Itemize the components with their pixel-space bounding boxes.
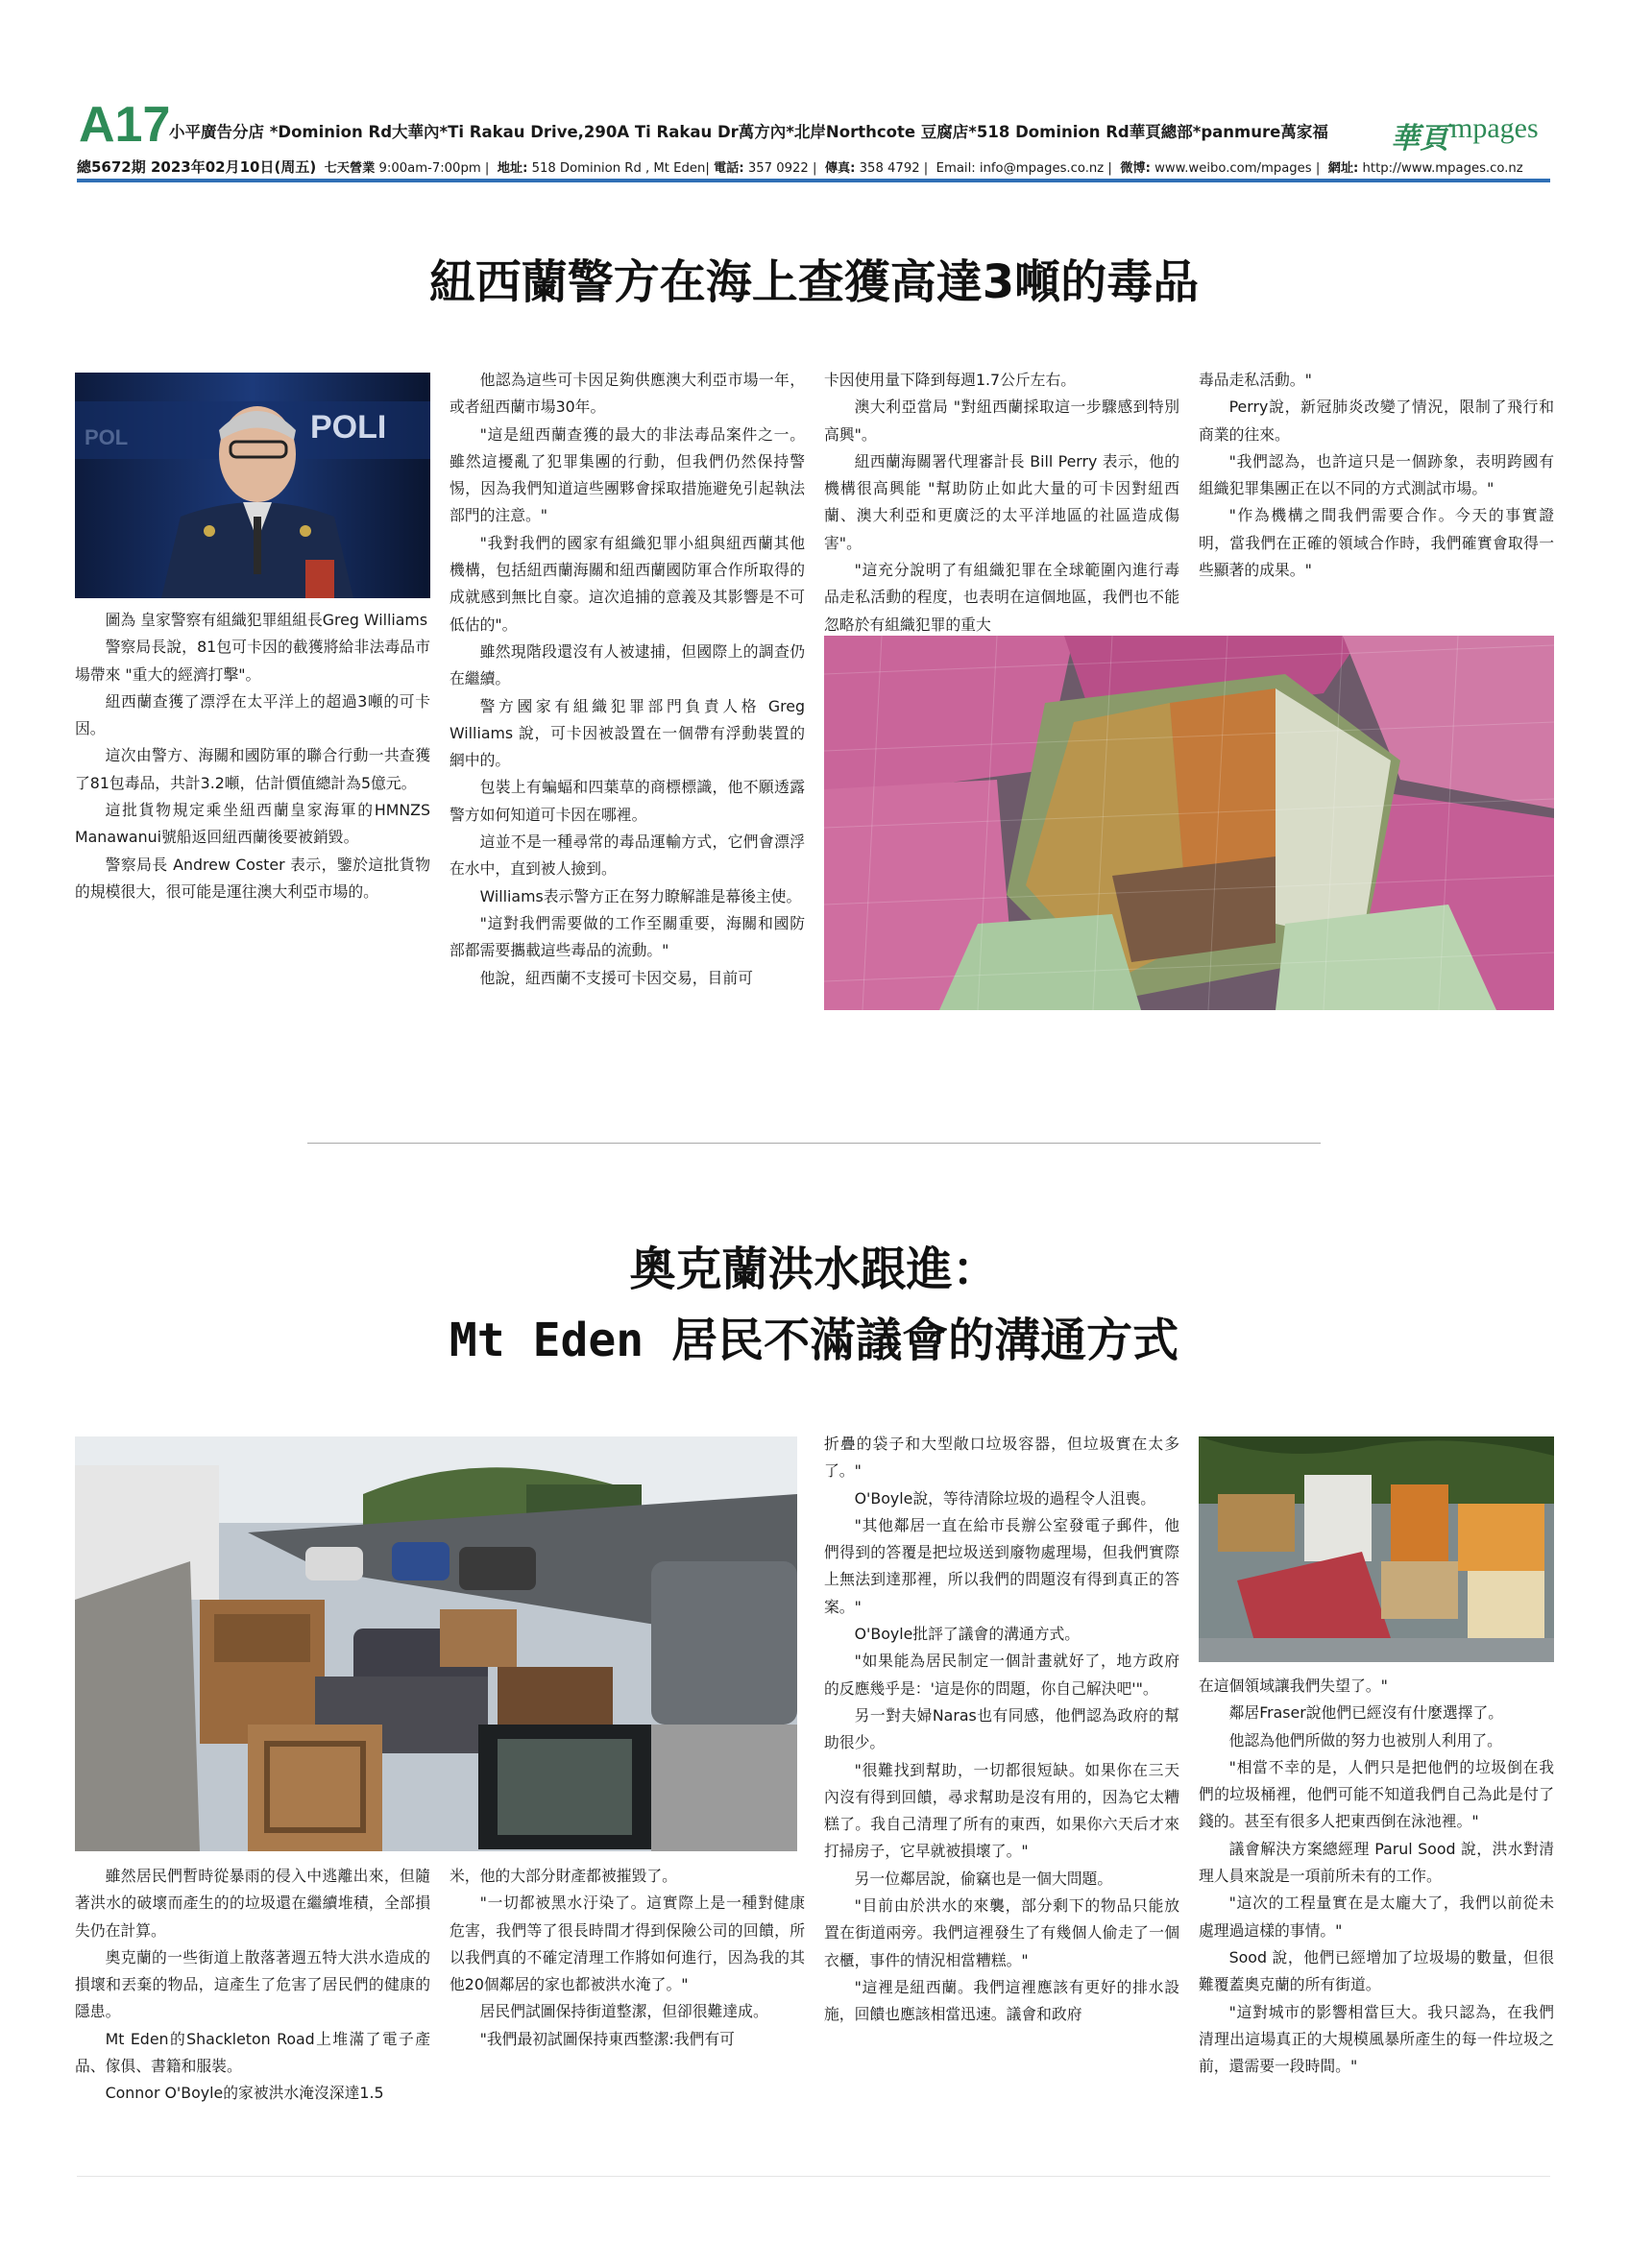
article1-col3 bbox=[824, 367, 1179, 639]
paragraph: 他說，紐西蘭不支援可卡因交易，目前可 bbox=[479, 968, 753, 987]
paragraph: "其他鄰居一直在給市長辦公室發電子郵件，他們得到的答覆是把垃圾送到廢物處理場，但我們實際上無法到達那裡，所以我們的問題沒有得到真正的答案。" bbox=[824, 1515, 1179, 1616]
paragraph: "我們認為，也許這只是一個跡象，表明跨國有組織犯罪集團正在以不同的方式測試市場。" bbox=[1199, 451, 1554, 498]
website: http://www.mpages.co.nz bbox=[1362, 161, 1523, 176]
paragraph: "作為機構之間我們需要合作。今天的事實證明，當我們在正確的領域合作時，我們確實會取得一些顯著的成果。" bbox=[1199, 506, 1554, 580]
paragraph: 警察局長說，81包可卡因的截獲將給非法毒品市場帶來 "重大的經濟打擊"。 bbox=[75, 638, 430, 684]
paragraph: "我對我們的國家有組織犯罪小組與紐西蘭其他機構，包括紐西蘭海關和紐西蘭國防軍合作所取得的成就感到無比自豪。這次追捕的意義及其影響是不可低估的"。 bbox=[450, 533, 805, 634]
article1-headline: 紐西蘭警方在海上查獲高達3噸的毒品 bbox=[428, 255, 1200, 309]
article1-col2 bbox=[450, 367, 805, 992]
hours: 9:00am-7:00pm bbox=[378, 161, 481, 176]
article1-col4 bbox=[1199, 367, 1554, 584]
paragraph: 澳大利亞當局 "對紐西蘭採取這一步驟感到特別高興"。 bbox=[824, 398, 1179, 444]
phone: 357 0922 bbox=[747, 161, 809, 176]
article2-col1 bbox=[75, 1863, 430, 2108]
weibo-label: 微博: bbox=[1120, 161, 1151, 176]
article2-col4 bbox=[1199, 1673, 1554, 2080]
paragraph: "如果能為居民制定一個計畫就好了，地方政府的反應幾乎是：'這是你的問題，你自己解決吧'"。 bbox=[824, 1652, 1179, 1698]
address: 518 Dominion Rd , Mt Eden| bbox=[531, 161, 710, 176]
paragraph: 奧克蘭的一些街道上散落著週五特大洪水造成的損壞和丟棄的物品，這產生了危害了居民們的健康的隱患。 bbox=[75, 1947, 430, 2021]
article1-col1 bbox=[75, 607, 430, 905]
paragraph: "這是紐西蘭查獲的最大的非法毒品案件之一。雖然這擾亂了犯罪集團的行動，但我們仍然保持警惕，因為我們知道這些團夥會採取措施避免引起執法部門的注意。" bbox=[450, 424, 805, 525]
article2-col2 bbox=[450, 1863, 805, 2053]
paragraph: 這批貨物規定乘坐紐西蘭皇家海軍的HMNZS Manawanui號船返回紐西蘭後要被銷毀。 bbox=[75, 801, 430, 847]
flood-debris-pile-photo bbox=[1199, 1436, 1554, 1662]
paragraph: 另一對夫婦Naras也有同感，他們認為政府的幫助很少。 bbox=[824, 1705, 1179, 1752]
paragraph: Sood 說，他們已經增加了垃圾場的數量，但很難覆蓋奧克蘭的所有街道。 bbox=[1199, 1947, 1554, 1994]
address-label: 地址: bbox=[497, 161, 528, 176]
paragraph: 米，他的大部分財產都被摧毀了。 bbox=[450, 1867, 677, 1885]
paragraph: 居民們試圖保持街道整潔，但卻很難達成。 bbox=[479, 2002, 768, 2021]
phone-label: 電話: bbox=[713, 161, 744, 176]
footer-rule bbox=[77, 2176, 1550, 2177]
branch-locations: 小平廣告分店 *Dominion Rd大華內*Ti Rakau Drive,290A Ti Rakau Dr萬方內*北岸Northcote 豆腐店*518 Dominion Rd華頁總部*panmure萬家福 bbox=[169, 123, 1328, 141]
paragraph: 鄰居Fraser說他們已經沒有什麼選擇了。 bbox=[1228, 1703, 1504, 1723]
paragraph: 紐西蘭查獲了漂浮在太平洋上的超過3噸的可卡因。 bbox=[75, 691, 430, 738]
paragraph: Connor O'Boyle的家被洪水淹沒深達1.5 bbox=[105, 2084, 384, 2103]
article2-col3 bbox=[824, 1431, 1179, 2029]
header-rule bbox=[77, 179, 1550, 182]
paragraph: "一切都被黑水汙染了。這實際上是一種對健康危害，我們等了很長時間才得到保險公司的回饋，所以我們真的不確定清理工作將如何進行，因為我的其他20個鄰居的家也都被洪水淹了。" bbox=[450, 1894, 805, 1994]
paragraph: "這對城市的影響相當巨大。我只認為，在我們清理出這場真正的大規模風暴所產生的每一件垃圾之前，還需要一段時間。" bbox=[1199, 2002, 1554, 2076]
paragraph: O'Boyle批評了議會的溝通方式。 bbox=[854, 1625, 1081, 1644]
paragraph: "相當不幸的是，人們只是把他們的垃圾倒在我們的垃圾桶裡，他們可能不知道我們自己為此是付了錢的。甚至有很多人把東西倒在泳池裡。" bbox=[1199, 1757, 1554, 1831]
paragraph: 折疊的袋子和大型敞口垃圾容器，但垃圾實在太多了。" bbox=[824, 1435, 1179, 1481]
email: Email: info@mpages.co.nz bbox=[935, 161, 1105, 176]
paragraph: 另一位鄰居說，偷竊也是一個大問題。 bbox=[854, 1869, 1113, 1888]
weibo: www.weibo.com/mpages bbox=[1154, 161, 1312, 176]
paragraph: 包裝上有蝙蝠和四葉草的商標標識，他不願透露警方如何知道可卡因在哪裡。 bbox=[450, 778, 805, 824]
police-officer-photo bbox=[75, 373, 430, 598]
flood-debris-street-photo bbox=[75, 1436, 797, 1851]
mpages-logo bbox=[1391, 110, 1546, 156]
paragraph: 這次由警方、海關和國防軍的聯合行動一共查獲了81包毒品，共計3.2噸，估計價值總計為5億元。 bbox=[75, 746, 430, 792]
paragraph: "目前由於洪水的來襲，部分剩下的物品只能放置在街道兩旁。我們這裡發生了有幾個人偷走了一個衣櫃，事件的情況相當糟糕。" bbox=[824, 1896, 1179, 1969]
paragraph: "這次的工程量實在是太龐大了，我們以前從未處理過這樣的事情。" bbox=[1199, 1894, 1554, 1940]
svg-text:POLI: POLI bbox=[310, 409, 387, 446]
paragraph: 紐西蘭海關署代理審計長 Bill Perry 表示，他的機構很高興能 "幫助防止如此大量的可卡因對紐西蘭、澳大利亞和更廣泛的太平洋地區的社區造成傷害"。 bbox=[824, 451, 1179, 552]
article2-headline-line1: 奧克蘭洪水跟進： bbox=[629, 1243, 999, 1296]
paragraph: 卡因使用量下降到每週1.7公斤左右。 bbox=[824, 371, 1077, 389]
fax: 358 4792 bbox=[859, 161, 920, 176]
paragraph: 他認為他們所做的努力也被別人利用了。 bbox=[1228, 1730, 1502, 1749]
paragraph: 警察局長 Andrew Coster 表示，鑒於這批貨物的規模很大，很可能是運往澳大利亞市場的。 bbox=[75, 855, 430, 901]
paragraph: "很難找到幫助，一切都很短缺。如果你在三天內沒有得到回饋，尋求幫助是沒有用的，因為它太糟糕了。我自己清理了所有的東西，如果你六天后才來打掃房子，它早就被損壞了。" bbox=[824, 1760, 1179, 1861]
section-divider bbox=[307, 1143, 1321, 1144]
paragraph: "這對我們需要做的工作至關重要，海關和國防部都需要攜載這些毒品的流動。" bbox=[450, 913, 805, 960]
paragraph: 雖然現階段還沒有人被逮捕，但國際上的調查仍在繼續。 bbox=[450, 641, 805, 688]
paragraph: 警方國家有組織犯罪部門負責人格 Greg Williams 說，可卡因被設置在一個帶有浮動裝置的網中的。 bbox=[450, 696, 805, 770]
paragraph: O'Boyle說，等待清除垃圾的過程令人沮喪。 bbox=[854, 1488, 1156, 1508]
photo-caption: 圖為 皇家警察有組織犯罪組組長Greg Williams bbox=[105, 611, 428, 629]
paragraph: Williams表示警方正在努力瞭解誰是幕後主使。 bbox=[479, 886, 802, 905]
website-label: 網址: bbox=[1327, 161, 1359, 176]
logo-cn: 華頁 bbox=[1391, 122, 1448, 156]
svg-text:POL: POL bbox=[85, 425, 129, 449]
paragraph: 雖然居民們暫時從暴雨的侵入中逃離出來，但隨著洪水的破壞而產生的的垃圾還在繼續堆積，全部損失仍在計算。 bbox=[75, 1867, 430, 1940]
paragraph: "這充分說明了有組織犯罪在全球範圍內進行毒品走私活動的程度，也表明在這個地區，我們也不能忽略於有組織犯罪的重大 bbox=[824, 561, 1179, 634]
logo-en: mpages bbox=[1450, 112, 1539, 144]
paragraph: 他認為這些可卡因足夠供應澳大利亞市場一年，或者紐西蘭市場30年。 bbox=[450, 371, 805, 417]
paragraph: 這並不是一種尋常的毒品運輸方式，它們會漂浮在水中，直到被人撿到。 bbox=[450, 832, 805, 879]
hours-label: 七天營業 bbox=[324, 161, 376, 176]
drug-packages-photo bbox=[824, 636, 1554, 1010]
paragraph: Mt Eden的Shackleton Road上堆滿了電子產品、傢俱、書籍和服裝。 bbox=[75, 2029, 430, 2076]
fax-label: 傳真: bbox=[824, 161, 856, 176]
paragraph: 在這個領域讓我們失望了。" bbox=[1199, 1677, 1388, 1695]
paragraph: 毒品走私活動。" bbox=[1199, 371, 1312, 389]
paragraph: "我們最初試圖保持東西整潔:我們有可 bbox=[479, 2029, 735, 2048]
article2-headline-line2: Mt Eden 居民不滿議會的溝通方式 bbox=[449, 1314, 1179, 1367]
issue-info: 總5672期 2023年02月10日(周五) bbox=[77, 158, 317, 176]
paragraph: 議會解決方案總經理 Parul Sood 說，洪水對清理人員來說是一項前所未有的工作。 bbox=[1199, 1839, 1554, 1886]
page-number: A17 bbox=[79, 97, 171, 153]
paragraph: Perry說，新冠肺炎改變了情況，限制了飛行和商業的往來。 bbox=[1199, 398, 1554, 444]
masthead-info: 總5672期 2023年02月10日(周五) 七天營業 9:00am-7:00pm | 地址: 518 Dominion Rd , Mt Eden| 電話: 357 0922 | 傳真: 358 4792 | Email: info@mpages.co.nz | 微博: www.weibo.com/mpages | 網址: http://www.mpages.co.nz bbox=[77, 158, 1523, 176]
paragraph: "這裡是紐西蘭。我們這裡應該有更好的排水設施，回饋也應該相當迅速。議會和政府 bbox=[824, 1977, 1179, 2024]
